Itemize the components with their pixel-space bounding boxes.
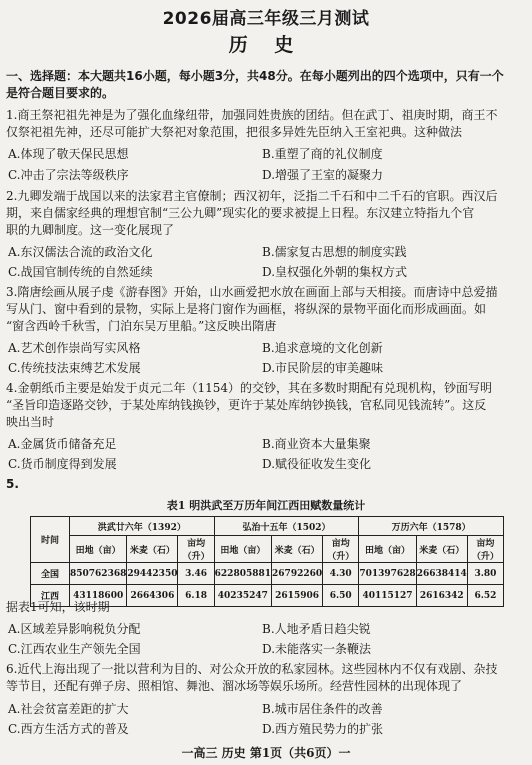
q2-option-d: D.皇权强化外朝的集权方式 bbox=[262, 265, 408, 279]
period-header-3: 万历六年（1578） bbox=[359, 517, 504, 536]
subheader-per-mu: 亩均（升） bbox=[323, 536, 359, 563]
table-cell: 2616342 bbox=[416, 585, 467, 607]
q4-line1: 4.金朝纸币主要是始发于贞元二年（1154）的交钞，其在多数时期配有兑现机构，钞面写明 bbox=[6, 381, 492, 395]
q6-option-b: B.城市居住条件的改善 bbox=[262, 702, 383, 716]
table-corner: 时间 bbox=[31, 517, 70, 563]
table-cell: 3.46 bbox=[178, 563, 214, 585]
q1-option-d: D.增强了王室的凝聚力 bbox=[262, 168, 384, 182]
subheader-grain: 米麦（石） bbox=[127, 536, 178, 563]
q5-option-d: D.未能落实一条鞭法 bbox=[262, 642, 372, 656]
row-label: 全国 bbox=[31, 563, 70, 585]
q4-option-b: B.商业资本大量集聚 bbox=[262, 437, 371, 451]
subheader-per-mu: 亩均（升） bbox=[467, 536, 503, 563]
q2-line1: 2.九卿发端于战国以来的法家君主官僚制；西汉初年，泛指二千石和中二千石的官职。西汉后 bbox=[6, 189, 498, 203]
q5-stem: 据表1可知，该时期 bbox=[6, 600, 110, 614]
subheader-land: 田地（亩） bbox=[214, 536, 271, 563]
q3-option-b: B.追求意境的文化创新 bbox=[262, 341, 383, 355]
table-cell: 40115127 bbox=[359, 585, 416, 607]
row-label: 江西 bbox=[31, 585, 70, 607]
table-cell: 26792260 bbox=[272, 563, 323, 585]
q4-line2: “圣旨印造逐路交钞，于某处库纳钱换钞，更许于某处库纳钞换钱，官私同见钱流转”。这反 bbox=[6, 398, 487, 412]
table-row bbox=[31, 563, 504, 585]
q1-line2: 仅祭祀祖先神，还尽可能扩大祭祀对象范围，把很多异姓先臣纳入王室祀典。这种做法 bbox=[6, 125, 463, 139]
q3-option-a: A.艺术创作崇尚写实风格 bbox=[8, 341, 141, 355]
table-cell: 40235247 bbox=[214, 585, 271, 607]
subheader-per-mu: 亩均（升） bbox=[178, 536, 214, 563]
q2-line2: 期，来自儒家经典的理想官制“三公九卿”现实化的要求被提上日程。东汉建立特指九个官 bbox=[6, 206, 475, 220]
q4-option-c: C.货币制度得到发展 bbox=[8, 457, 117, 471]
q5-option-a: A.区域差异影响税负分配 bbox=[8, 622, 141, 636]
q3-line2: 写从门、窗中看到的景物，实际上是将门窗作为画框，将纵深的景物平面化而形成画面。如 bbox=[6, 302, 487, 316]
q1-option-c: C.冲击了宗法等级秩序 bbox=[8, 168, 129, 182]
table-caption: 表1 明洪武至万历年间江西田赋数量统计 bbox=[166, 499, 366, 512]
period-header-2: 弘治十五年（1502） bbox=[214, 517, 359, 536]
q3-option-c: C.传统技法束缚艺术发展 bbox=[8, 361, 141, 375]
table-cell: 850762368 bbox=[70, 563, 127, 585]
table-cell: 622805881 bbox=[214, 563, 271, 585]
period-header-1: 洪武廿六年（1392） bbox=[70, 517, 215, 536]
q1-option-a: A.体现了敬天保民思想 bbox=[8, 147, 129, 161]
table-cell: 701397628 bbox=[359, 563, 416, 585]
tax-table bbox=[30, 516, 504, 607]
q3-line3: “窗含西岭千秋雪，门泊东吴万里船。”这反映出隋唐 bbox=[6, 319, 277, 333]
q6-line1: 6.近代上海出现了一批以营利为目的、对公众开放的私家园林。这些园林内不仅有戏剧、杂技 bbox=[6, 662, 498, 676]
q4-option-d: D.赋役征收发生变化 bbox=[262, 457, 372, 471]
q5-option-c: C.江西农业生产领先全国 bbox=[8, 642, 141, 656]
q4-line3: 映出当时 bbox=[6, 415, 55, 429]
q6-option-c: C.西方生活方式的普及 bbox=[8, 722, 129, 736]
subheader-grain: 米麦（石） bbox=[272, 536, 323, 563]
q6-option-a: A.社会贫富差距的扩大 bbox=[8, 702, 129, 716]
table-cell: 6.52 bbox=[467, 585, 503, 607]
section-intro-line2: 是符合题目要求的。 bbox=[6, 86, 115, 100]
q6-option-d: D.西方殖民势力的扩张 bbox=[262, 722, 384, 736]
subheader-land: 田地（亩） bbox=[70, 536, 127, 563]
subheader-land: 田地（亩） bbox=[359, 536, 416, 563]
q6-line2: 等节目，还配有弹子房、照相馆、舞池、溜冰场等娱乐场所。经营性园林的出现体现了 bbox=[6, 679, 463, 693]
table-cell: 6.50 bbox=[323, 585, 359, 607]
subject-title: 历 史 bbox=[228, 34, 304, 56]
table-cell: 4.30 bbox=[323, 563, 359, 585]
q2-option-b: B.儒家复古思想的制度实践 bbox=[262, 245, 407, 259]
table-cell: 2615906 bbox=[272, 585, 323, 607]
q3-option-d: D.市民阶层的审美趣味 bbox=[262, 361, 384, 375]
q2-line3: 职的九卿制度。这一变化展现了 bbox=[6, 223, 175, 237]
table-cell: 26638414 bbox=[416, 563, 467, 585]
exam-title: 2026届高三年级三月测试 bbox=[162, 9, 370, 29]
q1-line1: 1.商王祭祀祖先神是为了强化血缘纽带，加强同姓贵族的团结。但在武丁、祖庚时期，商王不 bbox=[6, 108, 498, 122]
table-cell: 6.18 bbox=[178, 585, 214, 607]
q3-line1: 3.隋唐绘画从展子虔《游春图》开始，山水画爱把水放在画面上部与天相接。而唐诗中总爱描 bbox=[6, 285, 498, 299]
table-cell: 2664306 bbox=[127, 585, 178, 607]
table-cell: 3.80 bbox=[467, 563, 503, 585]
q2-option-c: C.战国官制传统的自然延续 bbox=[8, 265, 153, 279]
page-footer: 一高三 历史 第1页（共6页）一 bbox=[181, 746, 351, 760]
table-cell: 43118600 bbox=[70, 585, 127, 607]
table-cell: 29442350 bbox=[127, 563, 178, 585]
q4-option-a: A.金属货币储备充足 bbox=[8, 437, 117, 451]
section-intro-line1: 一、选择题：本大题共16小题，每小题3分，共48分。在每小题列出的四个选项中，只有一个 bbox=[6, 69, 504, 83]
q1-option-b: B.重塑了商的礼仪制度 bbox=[262, 147, 383, 161]
subheader-grain: 米麦（石） bbox=[416, 536, 467, 563]
q5-number: 5. bbox=[6, 477, 19, 491]
q2-option-a: A.东汉儒法合流的政治文化 bbox=[8, 245, 153, 259]
q5-option-b: B.人地矛盾日趋尖锐 bbox=[262, 622, 371, 636]
